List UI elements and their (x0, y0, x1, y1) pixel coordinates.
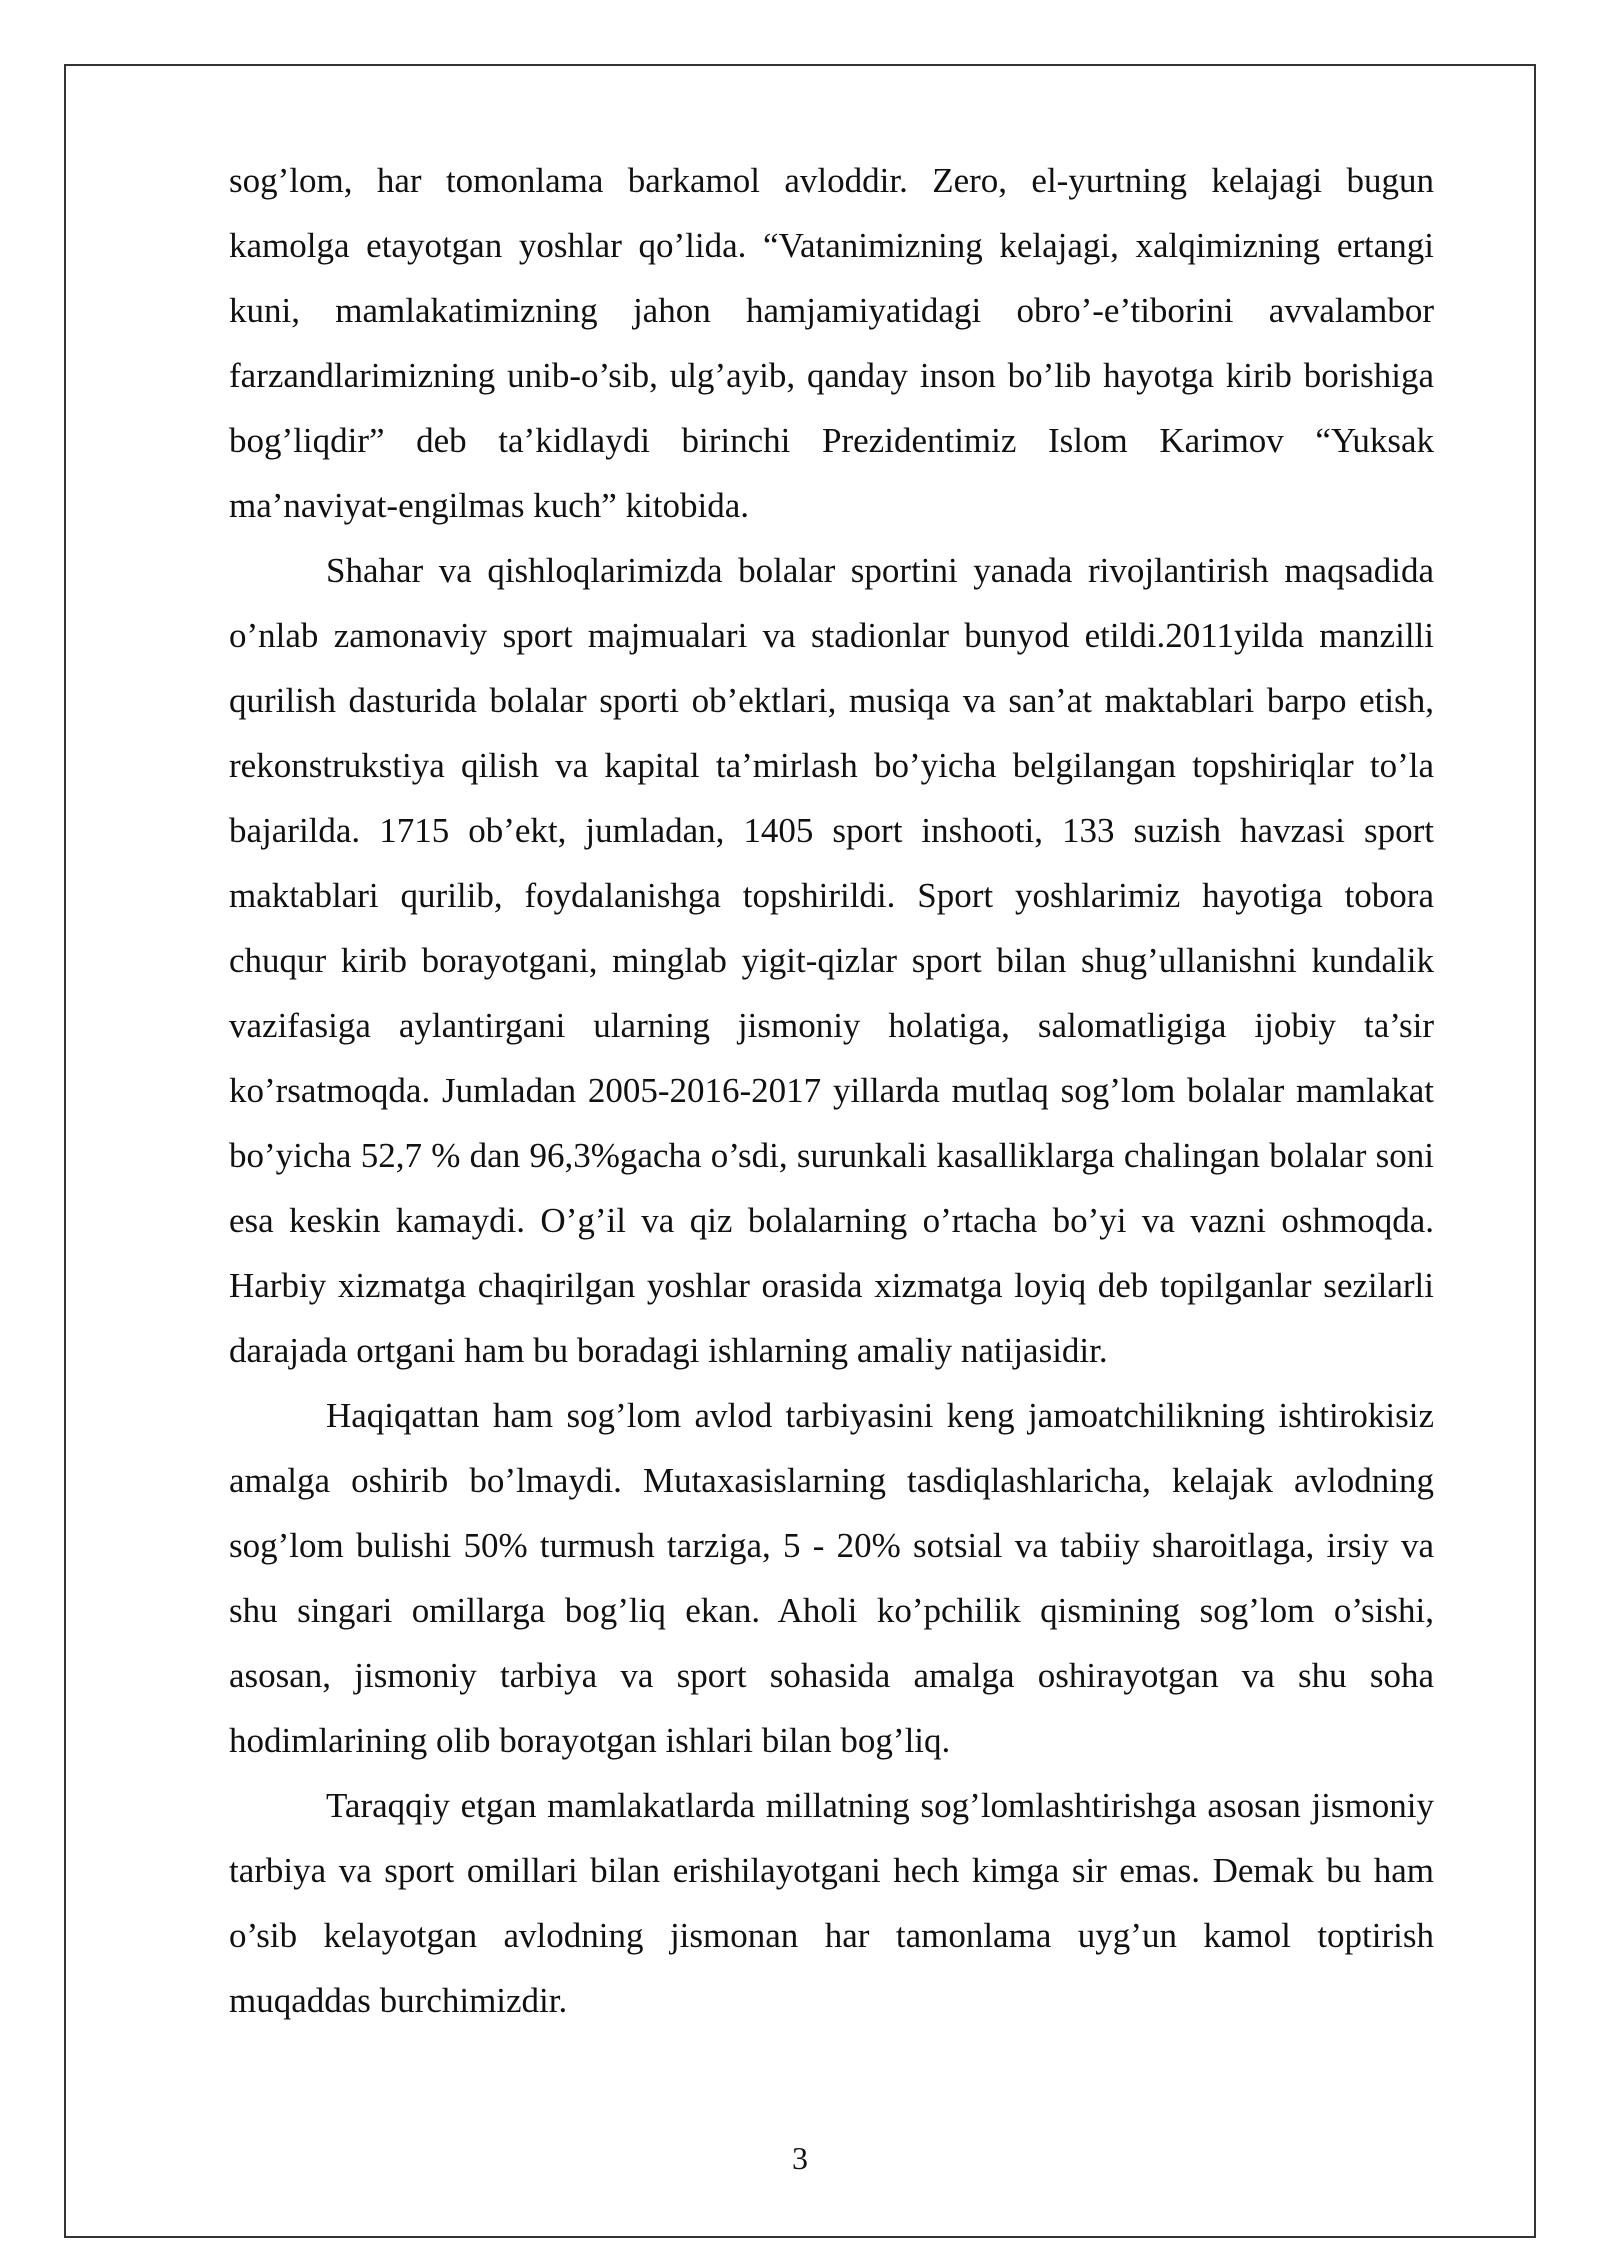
document-body (229, 148, 1434, 2033)
paragraph-3: Haqiqattan ham sog’lom avlod tarbiyasini keng jamoatchilikning ishtirokisiz amalga oshirib bo’lmaydi. Mutaxasislarning tasdiqlashlaricha, kelajak avlodning sog’lom bulishi 50% turmush tarziga, 5 - 20% sotsial va tabiiy sharoitlaga, irsiy va shu singari omillarga bog’liq ekan. Aholi ko’pchilik qismining sog’lom o’sishi, asosan, jismoniy tarbiya va sport sohasida amalga oshirayotgan va shu soha hodimlarining olib borayotgan ishlari bilan bog’liq. (229, 1396, 1434, 1760)
page-number: 3 (792, 2140, 808, 2176)
paragraph-1: sog’lom, har tomonlama barkamol avloddir. Zero, el-yurtning kelajagi bugun kamolga etayotgan yoshlar qo’lida. “Vatanimizning kelajagi, xalqimizning ertangi kuni, mamlakatimizning jahon hamjamiyatidagi obro’-e’tiborini avvalambor farzandlarimizning unib-o’sib, ulg’ayib, qanday inson bo’lib hayotga kirib borishiga bog’liqdir” deb ta’kidlaydi birinchi Prezidentimiz Islom Karimov “Yuksak ma’naviyat-engilmas kuch” kitobida. (229, 161, 1434, 525)
paragraph-4: Taraqqiy etgan mamlakatlarda millatning sog’lomlashtirishga asosan jismoniy tarbiya va sport omillari bilan erishilayotgani hech kimga sir emas. Demak bu ham o’sib kelayotgan avlodning jismonan har tamonlama uyg’un kamol toptirish muqaddas burchimizdir. (229, 1786, 1434, 2020)
paragraph-2: Shahar va qishloqlarimizda bolalar sportini yanada rivojlantirish maqsadida o’nlab zamonaviy sport majmualari va stadionlar bunyod etildi.2011yilda manzilli qurilish dasturida bolalar sporti ob’ektlari, musiqa va san’at maktablari barpo etish, rekonstrukstiya qilish va kapital ta’mirlash bo’yicha belgilangan topshiriqlar to’la bajarilda. 1715 ob’ekt, jumladan, 1405 sport inshooti, 133 suzish havzasi sport maktablari qurilib, foydalanishga topshirildi. Sport yoshlarimiz hayotiga tobora chuqur kirib borayotgani, minglab yigit-qizlar sport bilan shug’ullanishni kundalik vazifasiga aylantirgani ularning jismoniy holatiga, salomatligiga ijobiy ta’sir ko’rsatmoqda. Jumladan 2005-2016-2017 yillarda mutlaq sog’lom bolalar mamlakat bo’yicha 52,7 % dan 96,3%gacha o’sdi, surunkali kasalliklarga chalingan bolalar soni esa keskin kamaydi. O’g’il va qiz bolalarning o’rtacha bo’yi va vazni oshmoqda. Harbiy xizmatga chaqirilgan yoshlar orasida xizmatga loyiq deb topilganlar sezilarli darajada ortgani ham bu boradagi ishlarning amaliy natijasidir. (229, 551, 1434, 1370)
